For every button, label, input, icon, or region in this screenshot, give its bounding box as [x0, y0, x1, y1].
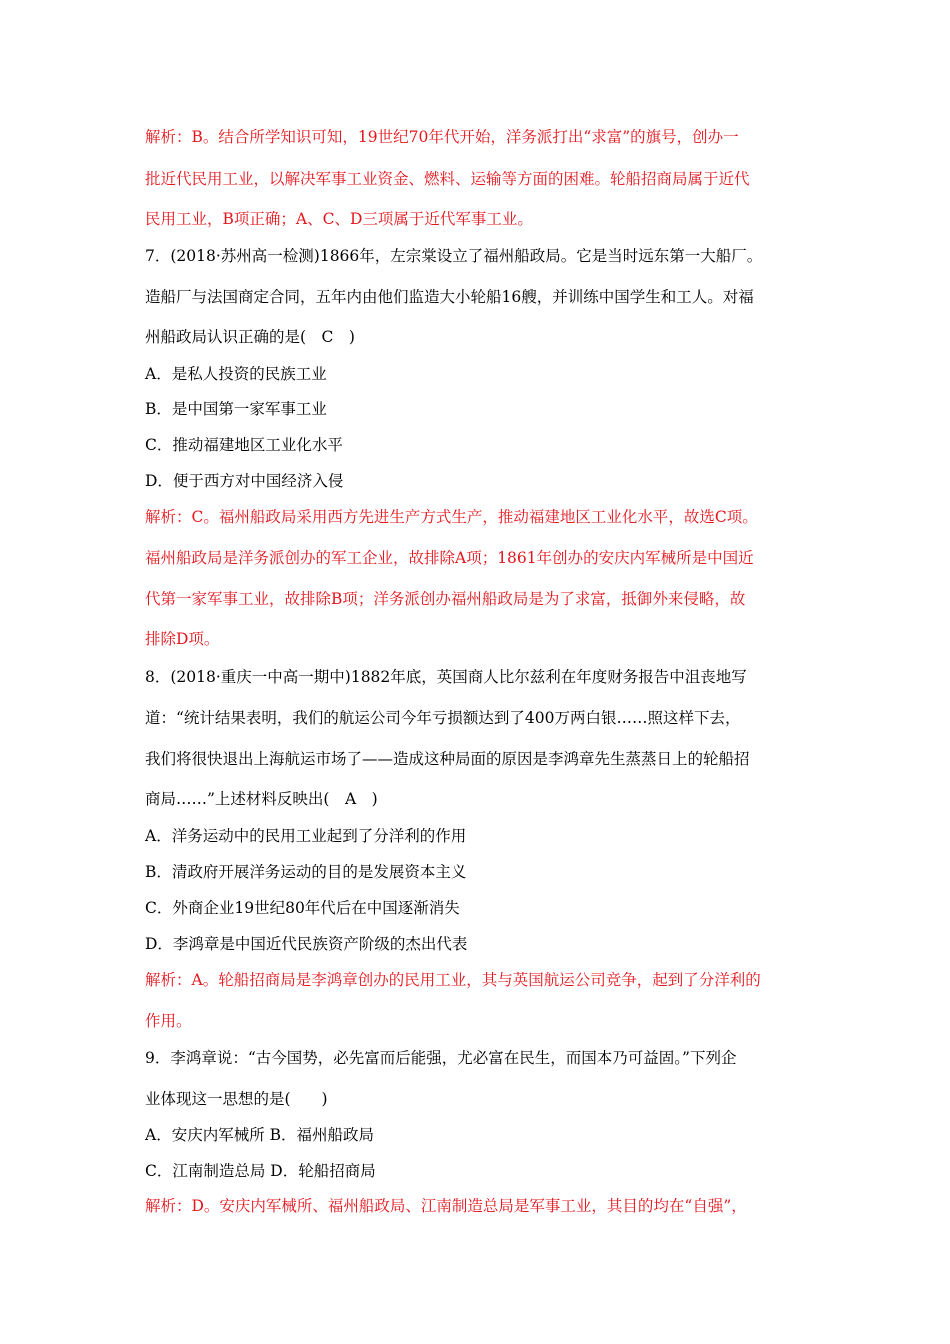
question-7-option-b: B．是中国第一家军事工业: [145, 400, 327, 418]
answer-analysis-7: 代第一家军事工业，故排除B项；洋务派创办福州船政局是为了求富，抵御外来侵略，故: [145, 590, 746, 608]
question-8-option-a: A．洋务运动中的民用工业起到了分洋利的作用: [145, 827, 467, 845]
answer-analysis-8: 解析：A。轮船招商局是李鸿章创办的民用工业，其与英国航运公司竞争，起到了分洋利的: [145, 971, 761, 989]
question-8-option-b: B．清政府开展洋务运动的目的是发展资本主义: [145, 863, 467, 881]
answer-analysis-6: 民用工业，B项正确；A、C、D三项属于近代军事工业。: [145, 210, 533, 228]
answer-analysis-6: 批近代民用工业，以解决军事工业资金、燃料、运输等方面的困难。轮船招商局属于近代: [145, 170, 750, 188]
answer-analysis-7: 解析：C。福州船政局采用西方先进生产方式生产，推动福建地区工业化水平，故选C项。: [145, 508, 758, 526]
question-9-options-cd: C．江南制造总局 D．轮船招商局: [145, 1162, 376, 1180]
answer-analysis-9: 解析：D。安庆内军械所、福州船政局、江南制造总局是军事工业，其目的均在“自强”，: [145, 1197, 747, 1215]
question-7-option-c: C．推动福建地区工业化水平: [145, 436, 343, 454]
question-7-stem: 州船政局认识正确的是( C ): [145, 328, 355, 346]
question-7-stem: 7．(2018·苏州高一检测)1866年，左宗棠设立了福州船政局。它是当时远东第一大船厂。: [145, 247, 763, 265]
question-7-option-d: D．便于西方对中国经济入侵: [145, 472, 344, 490]
question-9-options-ab: A．安庆内军械所 B．福州船政局: [145, 1126, 375, 1144]
question-8-stem: 道：“统计结果表明，我们的航运公司今年亏损额达到了400万两白银……照这样下去，: [145, 709, 741, 727]
question-8-stem: 商局……”上述材料反映出( A ): [145, 790, 378, 808]
answer-analysis-6: 解析：B。结合所学知识可知，19世纪70年代开始，洋务派打出“求富”的旗号，创办一: [145, 128, 739, 146]
question-9-stem: 业体现这一思想的是( ): [145, 1090, 328, 1108]
question-7-option-a: A．是私人投资的民族工业: [145, 365, 327, 383]
question-8-stem: 我们将很快退出上海航运市场了——造成这种局面的原因是李鸿章先生蒸蒸日上的轮船招: [145, 750, 750, 768]
question-8-option-d: D．李鸿章是中国近代民族资产阶级的杰出代表: [145, 935, 468, 953]
question-8-option-c: C．外商企业19世纪80年代后在中国逐渐消失: [145, 899, 460, 917]
question-7-stem: 造船厂与法国商定合同，五年内由他们监造大小轮船16艘，并训练中国学生和工人。对福: [145, 288, 754, 306]
question-9-stem: 9．李鸿章说：“古今国势，必先富而后能强，尤必富在民生，而国本乃可益固。”下列企: [145, 1049, 737, 1067]
answer-analysis-7: 福州船政局是洋务派创办的军工企业，故排除A项；1861年创办的安庆内军械所是中国近: [145, 549, 754, 567]
answer-analysis-7: 排除D项。: [145, 630, 220, 648]
answer-analysis-8: 作用。: [145, 1012, 192, 1030]
question-8-stem: 8．(2018·重庆一中高一期中)1882年底，英国商人比尔兹利在年度财务报告中沮丧地写: [145, 668, 747, 686]
